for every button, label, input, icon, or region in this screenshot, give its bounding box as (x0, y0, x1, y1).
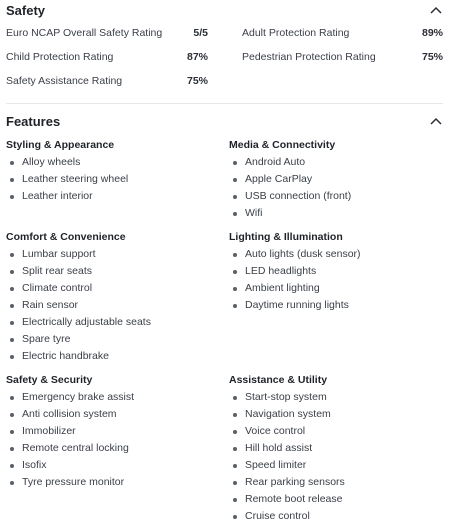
bullet-icon (10, 481, 14, 485)
bullet-icon (233, 253, 237, 257)
feature-group-styling (6, 137, 221, 205)
list-item: Isofix (6, 457, 221, 474)
list-item: Immobilizer (6, 423, 221, 440)
feature-group-title: Lighting & Illumination (229, 231, 343, 243)
list-item: Leather interior (6, 188, 221, 205)
rating-label: Adult Protection Rating (242, 27, 350, 39)
list-item: Split rear seats (6, 263, 221, 280)
bullet-icon (233, 195, 237, 199)
list-item: Lumbar support (6, 246, 221, 263)
bullet-icon (10, 396, 14, 400)
bullet-icon (10, 447, 14, 451)
bullet-icon (233, 161, 237, 165)
list-item: Anti collision system (6, 406, 221, 423)
list-item: Ambient lighting (229, 280, 443, 297)
bullet-icon (10, 321, 14, 325)
bullet-icon (10, 304, 14, 308)
bullet-icon (10, 355, 14, 359)
bullet-icon (10, 253, 14, 257)
bullet-icon (233, 413, 237, 417)
safety-section-title: Safety (6, 2, 46, 18)
rating-label: Safety Assistance Rating (6, 75, 123, 87)
list-item: Tyre pressure monitor (6, 474, 221, 491)
feature-group-title: Safety & Security (6, 374, 93, 386)
bullet-icon (233, 304, 237, 308)
chevron-up-icon[interactable] (429, 3, 443, 17)
list-item: Spare tyre (6, 331, 221, 348)
list-item: Rear parking sensors (229, 474, 443, 491)
bullet-icon (233, 270, 237, 274)
list-item: LED headlights (229, 263, 443, 280)
feature-group-assistance (229, 372, 443, 525)
list-item: Electric handbrake (6, 348, 221, 365)
bullet-icon (233, 515, 237, 519)
rating-child-protection (6, 49, 208, 65)
feature-group-lighting (229, 229, 443, 314)
list-item: Apple CarPlay (229, 171, 443, 188)
bullet-icon (10, 178, 14, 182)
feature-group-title: Styling & Appearance (6, 139, 115, 151)
rating-label: Child Protection Rating (6, 51, 114, 63)
bullet-icon (10, 287, 14, 291)
bullet-icon (10, 195, 14, 199)
list-item: Auto lights (dusk sensor) (229, 246, 443, 263)
rating-adult-protection (242, 25, 443, 41)
bullet-icon (233, 498, 237, 502)
rating-euro-ncap (6, 25, 208, 41)
bullet-icon (10, 464, 14, 468)
feature-group-safety-security (6, 372, 221, 491)
bullet-icon (233, 396, 237, 400)
section-divider (6, 103, 443, 104)
list-item: Cruise control (229, 508, 443, 525)
features-section-header[interactable] (6, 112, 443, 130)
bullet-icon (10, 413, 14, 417)
feature-group-comfort (6, 229, 221, 365)
chevron-up-icon[interactable] (429, 114, 443, 128)
bullet-icon (233, 178, 237, 182)
bullet-icon (10, 430, 14, 434)
bullet-icon (233, 481, 237, 485)
bullet-icon (10, 270, 14, 274)
list-item: Voice control (229, 423, 443, 440)
list-item: Remote central locking (6, 440, 221, 457)
feature-group-title: Media & Connectivity (229, 139, 336, 151)
list-item: Rain sensor (6, 297, 221, 314)
rating-value: 87% (186, 51, 208, 63)
feature-group-title: Comfort & Convenience (6, 231, 126, 243)
features-section-title: Features (6, 113, 61, 129)
list-item: Speed limiter (229, 457, 443, 474)
bullet-icon (233, 464, 237, 468)
list-item: Leather steering wheel (6, 171, 221, 188)
rating-value: 75% (421, 51, 443, 63)
list-item: Electrically adjustable seats (6, 314, 221, 331)
list-item: USB connection (front) (229, 188, 443, 205)
bullet-icon (10, 161, 14, 165)
list-item: Climate control (6, 280, 221, 297)
list-item: Navigation system (229, 406, 443, 423)
bullet-icon (233, 287, 237, 291)
rating-value: 5/5 (193, 27, 208, 39)
feature-group-title: Assistance & Utility (229, 374, 328, 386)
list-item: Start-stop system (229, 389, 443, 406)
list-item: Daytime running lights (229, 297, 443, 314)
bullet-icon (233, 447, 237, 451)
list-item: Alloy wheels (6, 154, 221, 171)
list-item: Wifi (229, 205, 443, 222)
bullet-icon (233, 212, 237, 216)
rating-safety-assistance (6, 73, 208, 89)
rating-value: 89% (421, 27, 443, 39)
bullet-icon (233, 430, 237, 434)
rating-value: 75% (186, 75, 208, 87)
list-item: Android Auto (229, 154, 443, 171)
bullet-icon (10, 338, 14, 342)
rating-label: Euro NCAP Overall Safety Rating (6, 27, 163, 39)
list-item: Hill hold assist (229, 440, 443, 457)
safety-section-header[interactable] (6, 1, 443, 19)
feature-group-media (229, 137, 443, 222)
list-item: Remote boot release (229, 491, 443, 508)
rating-pedestrian-protection (242, 49, 443, 65)
rating-label: Pedestrian Protection Rating (242, 51, 376, 63)
list-item: Emergency brake assist (6, 389, 221, 406)
